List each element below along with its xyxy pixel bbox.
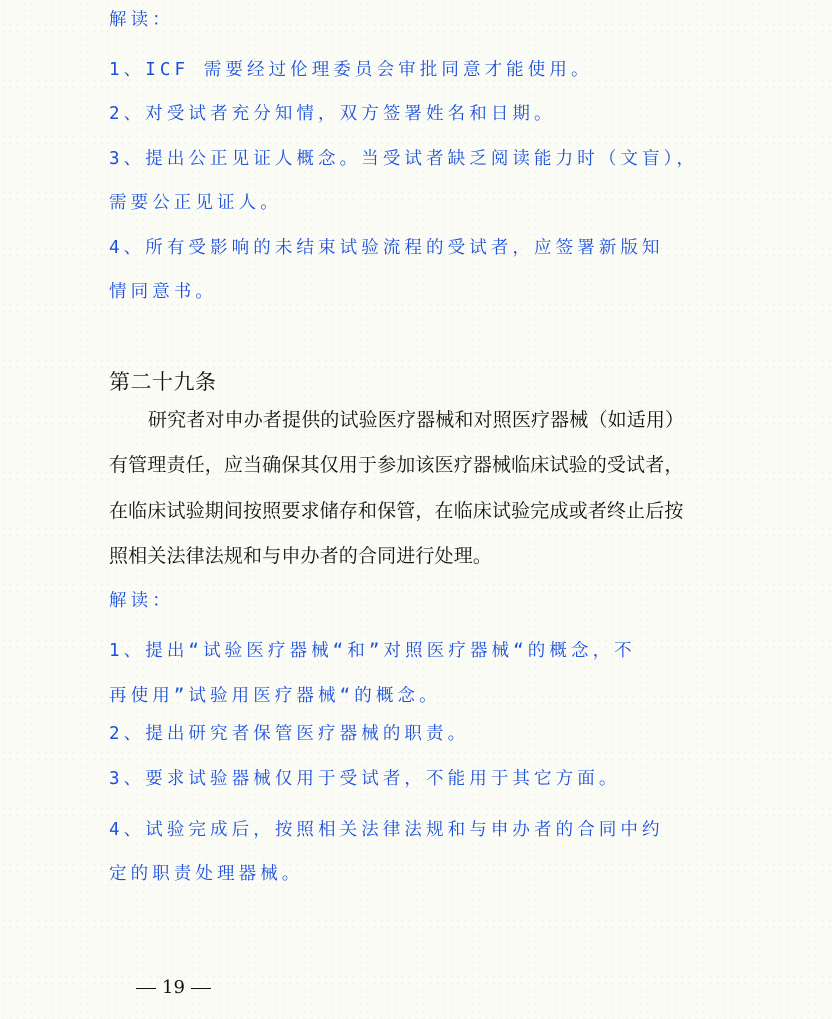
- interpretation-point: 3、要求试验器械仅用于受试者，不能用于其它方面。: [109, 769, 621, 789]
- interpretation-label: 解读：: [109, 10, 174, 30]
- interpretation-point: 需要公正见证人。: [109, 193, 282, 213]
- interpretation-point: 4、试验完成后，按照相关法律法规和与申办者的合同中约: [109, 820, 664, 840]
- interpretation-point: 情同意书。: [109, 282, 217, 302]
- article-body-line: 有管理责任，应当确保其仅用于参加该医疗器械临床试验的受试者，: [109, 454, 684, 476]
- page-number: 19: [162, 977, 185, 998]
- interpretation-label: 解读：: [109, 591, 174, 611]
- interpretation-point: 3、提出公正见证人概念。当受试者缺乏阅读能力时（文盲），: [109, 149, 699, 169]
- footer-dash-left: [136, 988, 156, 989]
- footer-dash-right: [191, 988, 211, 989]
- interpretation-point: 4、所有受影响的未结束试验流程的受试者，应签署新版知: [109, 238, 664, 258]
- interpretation-point: 2、对受试者充分知情，双方签署姓名和日期。: [109, 104, 556, 124]
- article-title: 第二十九条: [109, 370, 217, 394]
- interpretation-point: 再使用”试验用医疗器械“的概念。: [109, 686, 441, 706]
- interpretation-point: 1、ICF 需要经过伦理委员会审批同意才能使用。: [109, 60, 593, 80]
- page-footer: [130, 977, 217, 998]
- article-body-line: 在临床试验期间按照要求储存和保管，在临床试验完成或者终止后按: [109, 500, 684, 522]
- interpretation-point: 1、提出“试验医疗器械“和”对照医疗器械“的概念，不: [109, 641, 636, 661]
- article-body-line: 照相关法律法规和与申办者的合同进行处理。: [109, 545, 493, 567]
- article-body-line: 研究者对申办者提供的试验医疗器械和对照医疗器械（如适用）: [148, 409, 685, 431]
- interpretation-point: 2、提出研究者保管医疗器械的职责。: [109, 724, 470, 744]
- interpretation-point: 定的职责处理器械。: [109, 864, 304, 884]
